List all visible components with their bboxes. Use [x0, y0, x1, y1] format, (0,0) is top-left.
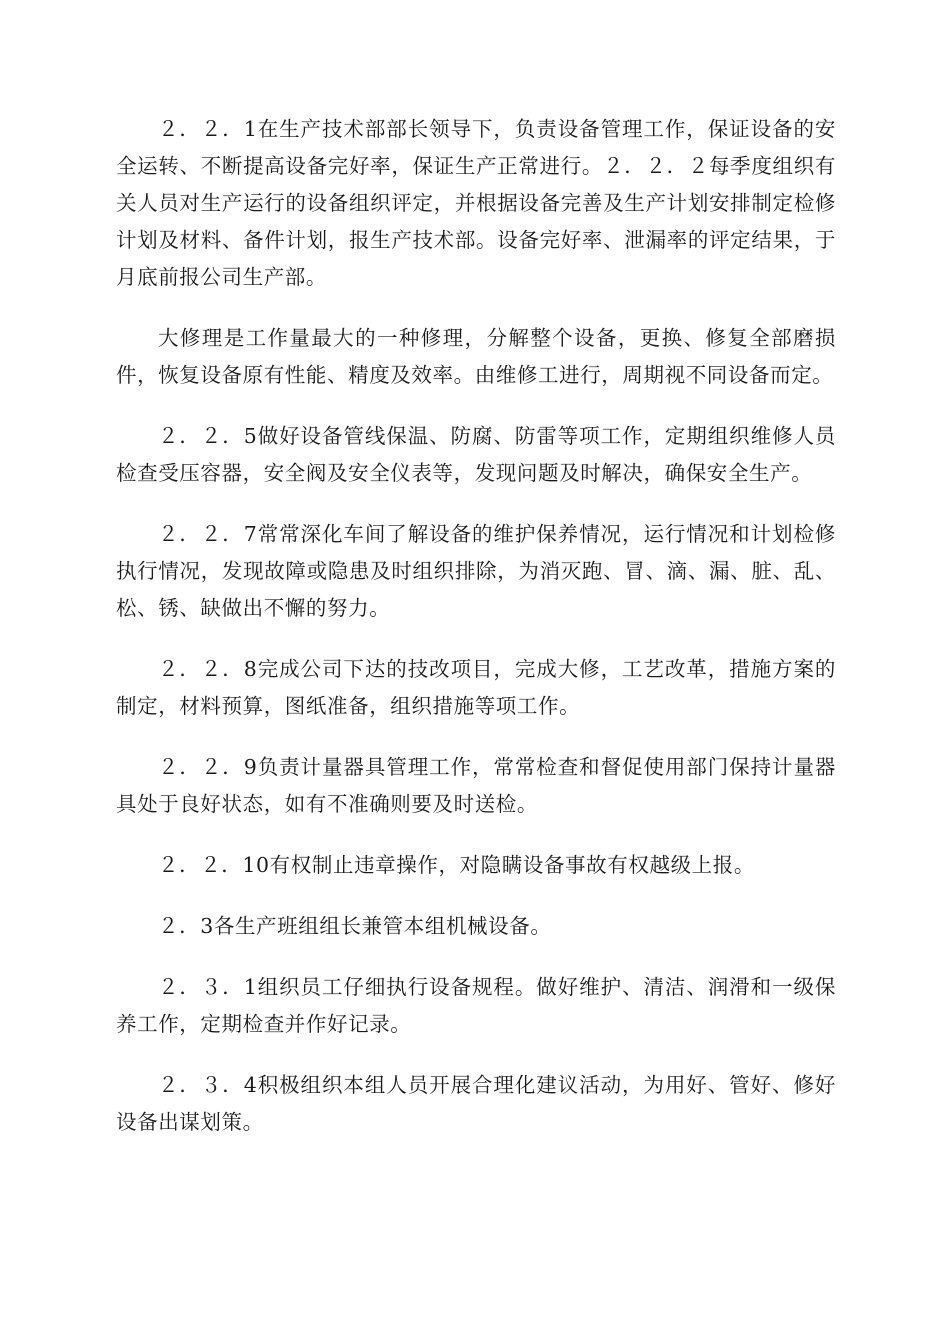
paragraph-2-3: ２．3各生产班组组长兼管本组机械设备。 [158, 914, 552, 938]
paragraph-2-2-1: ２．２．1在生产技术部部长领导下，负责设备管理工作，保证设备的安全运转、不断提高设备完好率，保证生产正常进行。２．２．２每季度组织有关人员对生产运行的设备组织评定，并根据设备完善及生产计划安排制定检修计划及材料、备件计划，报生产技术部。设备完好率、泄漏率的评定结果，于月底前报公司生产部。 [116, 117, 836, 289]
paragraph-2-3-4: ２．３．4积极组织本组人员开展合理化建议活动，为用好、管好、修好设备出谋划策。 [116, 1073, 836, 1134]
paragraph-2-2-7: ２．２．7常常深化车间了解设备的维护保养情况，运行情况和计划检修执行情况，发现故障或隐患及时组织排除，为消灭跑、冒、滴、漏、脏、乱、松、锈、缺做出不懈的努力。 [116, 522, 836, 620]
document-body [116, 111, 836, 1165]
paragraph-2-2-10: ２．２．10有权制止违章操作，对隐瞒设备事故有权越级上报。 [158, 853, 755, 877]
paragraph-2-2-8: ２．２．8完成公司下达的技改项目，完成大修，工艺改革，措施方案的制定，材料预算，图纸准备，组织措施等项工作。 [116, 657, 836, 718]
paragraph-2-2-9: ２．２．9负责计量器具管理工作，常常检查和督促使用部门保持计量器具处于良好状态，如有不准确则要及时送检。 [116, 755, 836, 816]
paragraph-2-3-1: ２．３．1组织员工仔细执行设备规程。做好维护、清洁、润滑和一级保养工作，定期检查并作好记录。 [116, 975, 836, 1036]
paragraph-2-2-5: ２．２．5做好设备管线保温、防腐、防雷等项工作，定期组织维修人员检查受压容器，安全阀及安全仪表等，发现问题及时解决，确保安全生产。 [116, 424, 836, 485]
paragraph-overhaul: 大修理是工作量最大的一种修理，分解整个设备，更换、修复全部磨损件，恢复设备原有性能、精度及效率。由维修工进行，周期视不同设备而定。 [116, 326, 836, 387]
